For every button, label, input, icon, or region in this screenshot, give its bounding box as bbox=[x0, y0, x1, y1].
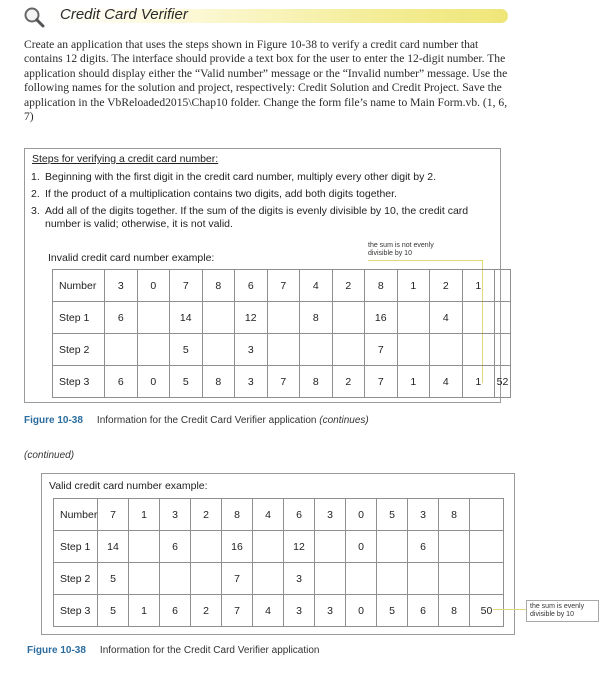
table-cell bbox=[397, 334, 430, 366]
table-row bbox=[54, 595, 504, 627]
table-cell: 3 bbox=[315, 595, 346, 627]
table-cell: 6 bbox=[105, 302, 138, 334]
table-cell: 1 bbox=[129, 595, 160, 627]
table-cell bbox=[267, 334, 300, 366]
table-cell bbox=[377, 531, 408, 563]
table-cell: 0 bbox=[137, 270, 170, 302]
table-cell bbox=[470, 563, 504, 595]
table-cell: 3 bbox=[235, 334, 268, 366]
table-cell bbox=[462, 334, 495, 366]
invalid-example-table bbox=[52, 269, 511, 398]
table-cell: 8 bbox=[202, 270, 235, 302]
table-cell: 5 bbox=[98, 595, 129, 627]
table-cell: 6 bbox=[105, 366, 138, 398]
table-cell: 14 bbox=[170, 302, 203, 334]
table-cell bbox=[202, 334, 235, 366]
step-item: 3. Add all of the digits together. If the sum of the digits is evenly divisible by 10, the credit card number is valid; otherwise, it is not valid. bbox=[31, 205, 469, 230]
table-cell: 8 bbox=[222, 499, 253, 531]
table-cell: 0 bbox=[346, 531, 377, 563]
table-cell bbox=[462, 302, 495, 334]
figure-caption-2: Figure 10-38 Information for the Credit Card Verifier application bbox=[27, 645, 320, 656]
table-cell: 7 bbox=[365, 366, 398, 398]
table-cell: 16 bbox=[365, 302, 398, 334]
table-cell: 8 bbox=[439, 595, 470, 627]
table-cell bbox=[439, 563, 470, 595]
callout-line bbox=[493, 609, 526, 610]
table-cell: 7 bbox=[170, 270, 203, 302]
table-cell bbox=[332, 302, 365, 334]
steps-title: Steps for verifying a credit card number: bbox=[32, 153, 219, 165]
table-cell bbox=[377, 563, 408, 595]
table-cell: 6 bbox=[284, 499, 315, 531]
table-cell: 4 bbox=[253, 499, 284, 531]
table-cell: 7 bbox=[98, 499, 129, 531]
table-cell bbox=[267, 302, 300, 334]
table-cell bbox=[253, 531, 284, 563]
table-cell: 2 bbox=[191, 595, 222, 627]
table-cell bbox=[495, 302, 511, 334]
figure-caption-1: Figure 10-38 Information for the Credit Card Verifier application (continues) bbox=[24, 415, 369, 426]
row-label: Step 3 bbox=[54, 595, 98, 627]
section-header bbox=[22, 5, 507, 27]
table-row bbox=[53, 334, 511, 366]
magnifier-icon bbox=[22, 5, 46, 29]
table-cell bbox=[160, 563, 191, 595]
table-cell: 5 bbox=[377, 595, 408, 627]
table-cell: 1 bbox=[397, 270, 430, 302]
table-cell: 1 bbox=[129, 499, 160, 531]
table-cell: 7 bbox=[222, 595, 253, 627]
table-cell: 6 bbox=[160, 595, 191, 627]
table-cell bbox=[315, 563, 346, 595]
table-cell: 4 bbox=[430, 302, 463, 334]
valid-example-title: Valid credit card number example: bbox=[49, 480, 208, 492]
table-cell bbox=[332, 334, 365, 366]
table-cell: 3 bbox=[315, 499, 346, 531]
table-cell: 5 bbox=[170, 334, 203, 366]
table-cell bbox=[315, 531, 346, 563]
table-cell bbox=[470, 499, 504, 531]
table-cell: 16 bbox=[222, 531, 253, 563]
continued-label: (continued) bbox=[24, 450, 75, 461]
table-cell bbox=[495, 334, 511, 366]
section-title: Credit Card Verifier bbox=[60, 6, 188, 23]
row-label: Step 1 bbox=[53, 302, 105, 334]
table-cell: 5 bbox=[98, 563, 129, 595]
table-cell: 3 bbox=[284, 563, 315, 595]
table-cell bbox=[439, 531, 470, 563]
table-cell: 50 bbox=[470, 595, 504, 627]
table-cell: 4 bbox=[430, 366, 463, 398]
valid-example-panel bbox=[41, 473, 515, 635]
table-cell: 12 bbox=[235, 302, 268, 334]
table-cell bbox=[137, 302, 170, 334]
row-label: Number bbox=[54, 499, 98, 531]
valid-sum-note: the sum is evenly divisible by 10 bbox=[526, 600, 599, 622]
table-cell: 52 bbox=[495, 366, 511, 398]
table-cell: 6 bbox=[235, 270, 268, 302]
table-cell bbox=[191, 531, 222, 563]
table-cell: 12 bbox=[284, 531, 315, 563]
table-cell: 3 bbox=[284, 595, 315, 627]
table-cell: 6 bbox=[160, 531, 191, 563]
table-cell: 7 bbox=[365, 334, 398, 366]
table-cell bbox=[346, 563, 377, 595]
table-cell: 1 bbox=[397, 366, 430, 398]
table-cell bbox=[129, 563, 160, 595]
table-cell: 5 bbox=[377, 499, 408, 531]
callout-line bbox=[368, 260, 483, 261]
table-cell: 6 bbox=[408, 531, 439, 563]
row-label: Step 3 bbox=[53, 366, 105, 398]
table-cell: 8 bbox=[202, 366, 235, 398]
row-label: Step 2 bbox=[54, 563, 98, 595]
table-row bbox=[53, 366, 511, 398]
table-row bbox=[54, 499, 504, 531]
table-cell: 8 bbox=[365, 270, 398, 302]
intro-paragraph: Create an application that uses the steps shown in Figure 10-38 to verify a credit card number that contains 12 digits. The interface should provide a text box for the user to enter the 12-digit number. The application should display either the “Valid number” message or the “Invalid number” message. Use the following names for the solution and project, respectively: Credit Solution and Credit Project. Save the application in the VbReloaded2015\Chap10 folder. Change the form file’s name to Main Form.vb. (1, 6, 7) bbox=[24, 38, 508, 124]
table-cell bbox=[430, 334, 463, 366]
table-cell: 4 bbox=[253, 595, 284, 627]
table-cell: 3 bbox=[160, 499, 191, 531]
table-cell bbox=[253, 563, 284, 595]
invalid-sum-note: the sum is not evenly divisible by 10 bbox=[368, 242, 434, 257]
table-cell: 2 bbox=[332, 270, 365, 302]
valid-example-table bbox=[53, 498, 504, 627]
table-cell: 8 bbox=[439, 499, 470, 531]
table-cell: 5 bbox=[170, 366, 203, 398]
step-item: 1. Beginning with the first digit in the credit card number, multiply every other digit by 2. bbox=[31, 171, 437, 183]
table-row bbox=[54, 531, 504, 563]
table-cell bbox=[129, 531, 160, 563]
table-cell: 7 bbox=[267, 270, 300, 302]
table-cell: 1 bbox=[462, 270, 495, 302]
table-cell: 0 bbox=[346, 499, 377, 531]
table-cell: 0 bbox=[137, 366, 170, 398]
row-label: Step 1 bbox=[54, 531, 98, 563]
table-cell: 8 bbox=[300, 302, 333, 334]
table-cell: 14 bbox=[98, 531, 129, 563]
table-cell: 2 bbox=[191, 499, 222, 531]
table-row bbox=[53, 270, 511, 302]
table-cell: 2 bbox=[430, 270, 463, 302]
table-cell: 3 bbox=[235, 366, 268, 398]
step-item: 2. If the product of a multiplication contains two digits, add both digits together. bbox=[31, 188, 397, 200]
table-row bbox=[54, 563, 504, 595]
table-cell bbox=[137, 334, 170, 366]
table-cell: 7 bbox=[222, 563, 253, 595]
table-cell bbox=[191, 563, 222, 595]
table-cell bbox=[408, 563, 439, 595]
steps-panel bbox=[24, 148, 509, 403]
row-label: Step 2 bbox=[53, 334, 105, 366]
table-cell: 6 bbox=[408, 595, 439, 627]
invalid-example-title: Invalid credit card number example: bbox=[48, 252, 215, 264]
table-cell: 1 bbox=[462, 366, 495, 398]
table-cell bbox=[300, 334, 333, 366]
row-label: Number bbox=[53, 270, 105, 302]
table-cell bbox=[397, 302, 430, 334]
table-cell bbox=[105, 334, 138, 366]
table-cell: 2 bbox=[332, 366, 365, 398]
table-cell: 3 bbox=[408, 499, 439, 531]
table-cell: 4 bbox=[300, 270, 333, 302]
table-cell bbox=[470, 531, 504, 563]
steps-list bbox=[31, 171, 491, 235]
table-row bbox=[53, 302, 511, 334]
table-cell: 7 bbox=[267, 366, 300, 398]
table-cell bbox=[202, 302, 235, 334]
table-cell: 0 bbox=[346, 595, 377, 627]
table-cell bbox=[495, 270, 511, 302]
table-cell: 8 bbox=[300, 366, 333, 398]
table-cell: 3 bbox=[105, 270, 138, 302]
